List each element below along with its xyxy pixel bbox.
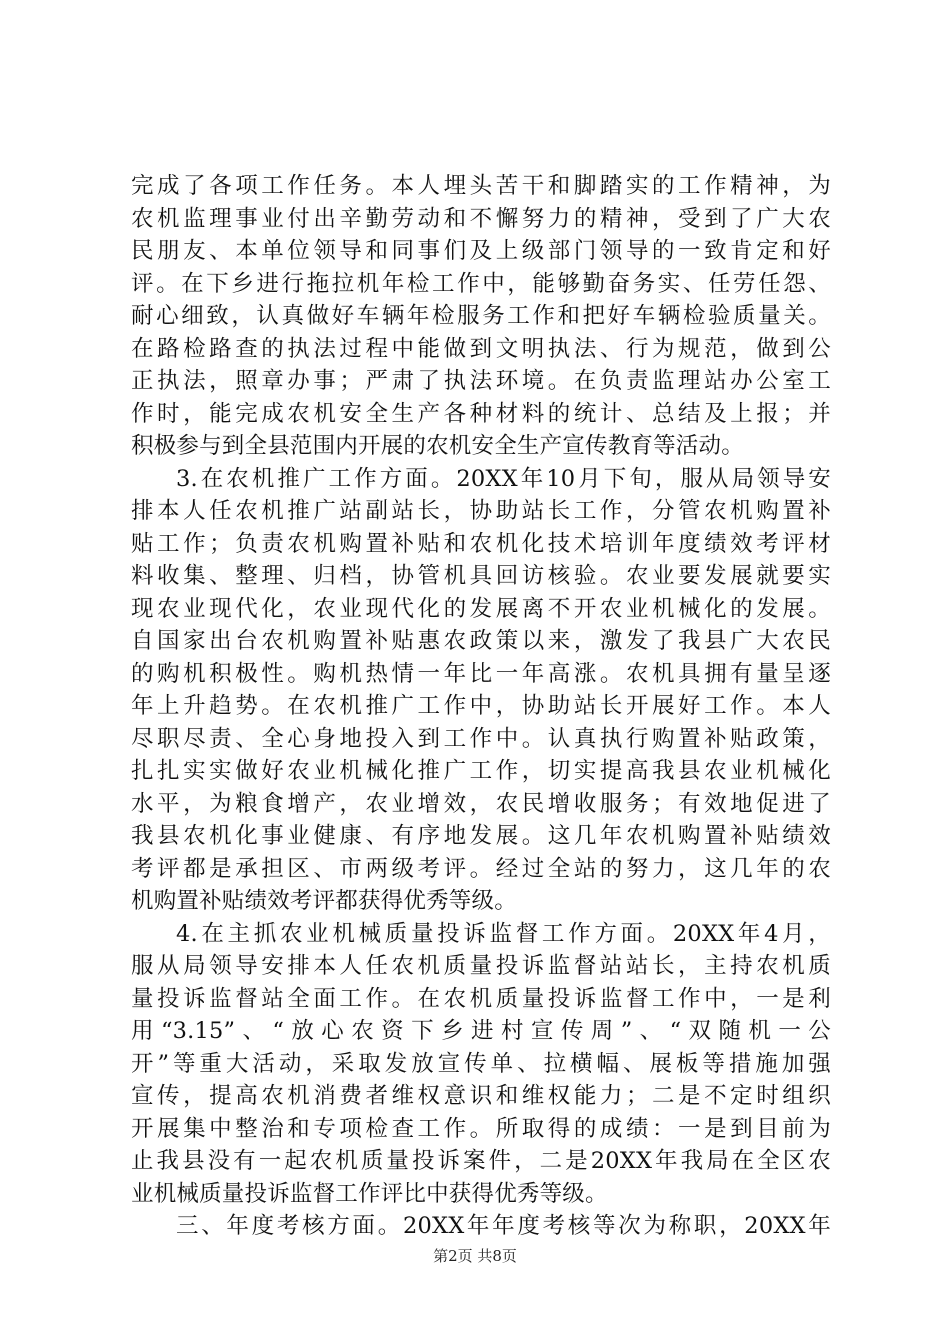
text-line: 积极参与到全县范围内开展的农机安全生产宣传教育等活动。 (131, 433, 744, 459)
text-line: 4.在主抓农业机械质量投诉监督工作方面。20XX年4月， (176, 920, 831, 947)
text-line: 量投诉监督站全面工作。在农机质量投诉监督工作中，一是利 (131, 985, 831, 1012)
text-line: 三、年度考核方面。20XX年年度考核等次为称职，20XX年 (176, 1213, 831, 1239)
document-body (131, 170, 831, 1243)
text-line: 我县农机化事业健康、有序地发展。这几年农机购置补贴绩效 (131, 823, 831, 849)
text-line: 排本人任农机推广站副站长，协助站长工作，分管农机购置补 (131, 498, 831, 524)
text-line: 料收集、整理、归档，协管机具回访核验。农业要发展就要实 (131, 563, 831, 589)
text-line: 宣传，提高农机消费者维权意识和维权能力；二是不定时组织 (131, 1083, 831, 1109)
text-line: 完成了各项工作任务。本人埋头苦干和脚踏实的工作精神，为 (131, 173, 831, 199)
text-line: 民朋友、本单位领导和同事们及上级部门领导的一致肯定和好 (131, 238, 831, 264)
text-line: 水平，为粮食增产，农业增效，农民增收服务；有效地促进了 (131, 790, 831, 817)
text-line: 自国家出台农机购置补贴惠农政策以来，激发了我县广大农民 (131, 628, 831, 654)
text-line: 用“3.15”、“放心农资下乡进村宣传周”、“双随机一公 (131, 1018, 831, 1044)
text-line: 年上升趋势。在农机推广工作中，协助站长开展好工作。本人 (131, 693, 831, 719)
text-line: 考评都是承担区、市两级考评。经过全站的努力，这几年的农 (131, 855, 831, 882)
page-footer: 第2页 共8页 (433, 1247, 517, 1265)
text-line: 的购机积极性。购机热情一年比一年高涨。农机具拥有量呈逐 (131, 660, 831, 687)
text-line: 止我县没有一起农机质量投诉案件，二是20XX年我局在全区农 (131, 1148, 831, 1174)
text-line: 业机械质量投诉监督工作评比中获得优秀等级。 (131, 1180, 608, 1207)
text-line: 现农业现代化，农业现代化的发展离不开农业机械化的发展。 (131, 595, 831, 622)
text-line: 3.在农机推广工作方面。20XX年10月下旬，服从局领导安 (176, 465, 831, 492)
text-line: 耐心细致，认真做好车辆年检服务工作和把好车辆检验质量关。 (131, 303, 831, 329)
text-line: 开”等重大活动，采取发放宣传单、拉横幅、展板等措施加强 (131, 1050, 831, 1077)
text-line: 机购置补贴绩效考评都获得优秀等级。 (131, 888, 517, 914)
text-line: 作时，能完成农机安全生产各种材料的统计、总结及上报；并 (131, 400, 831, 427)
text-line: 正执法，照章办事；严肃了执法环境。在负责监理站办公室工 (131, 368, 831, 394)
text-line: 评。在下乡进行拖拉机年检工作中，能够勤奋务实、任劳任怨、 (131, 270, 831, 297)
text-line: 开展集中整治和专项检查工作。所取得的成绩：一是到目前为 (131, 1115, 831, 1142)
text-line: 扎扎实实做好农业机械化推广工作，切实提高我县农业机械化 (131, 758, 831, 784)
text-line: 贴工作；负责农机购置补贴和农机化技术培训年度绩效考评材 (131, 530, 831, 557)
text-line: 服从局领导安排本人任农机质量投诉监督站站长，主持农机质 (131, 953, 831, 979)
text-line: 农机监理事业付出辛勤劳动和不懈努力的精神，受到了广大农 (131, 205, 831, 232)
text-line: 在路检路查的执法过程中能做到文明执法、行为规范，做到公 (131, 335, 831, 362)
text-line: 尽职尽责、全心身地投入到工作中。认真执行购置补贴政策， (131, 725, 831, 752)
